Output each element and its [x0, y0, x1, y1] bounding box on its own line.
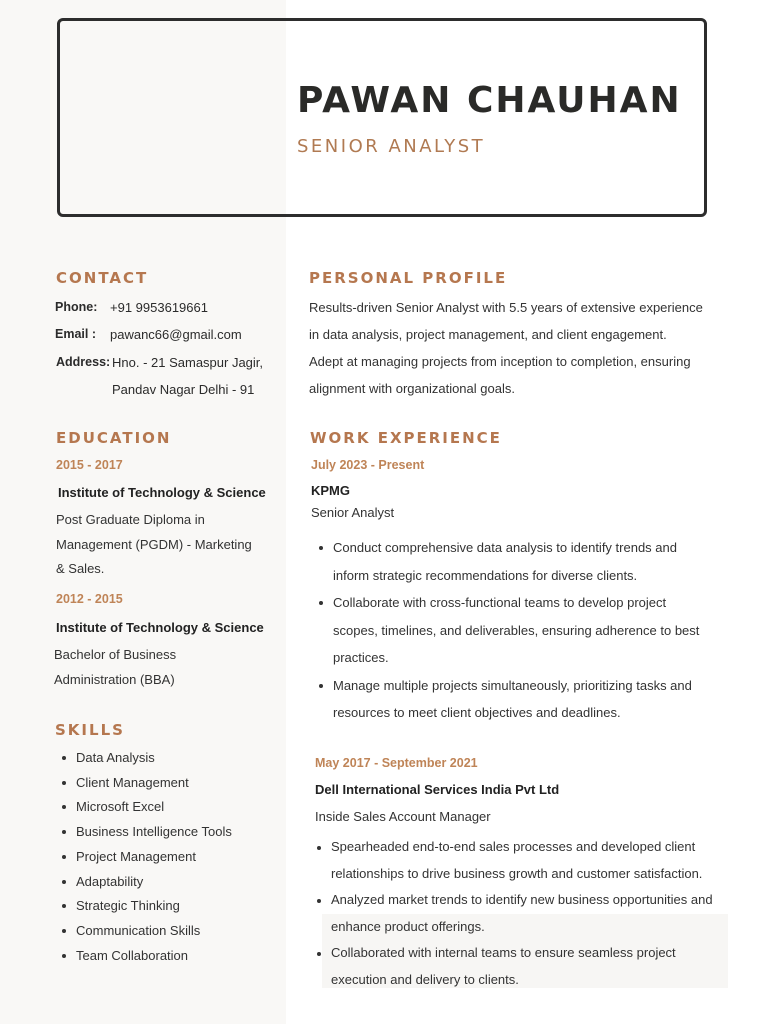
profile-text	[309, 294, 719, 402]
job-bullet	[311, 534, 731, 589]
job-bullet	[309, 834, 729, 887]
profile-line: Results-driven Senior Analyst with 5.5 years of extensive experience	[309, 300, 703, 315]
address-line: Pandav Nagar Delhi - 91	[112, 382, 255, 397]
bullet-line: enhance product offerings.	[331, 918, 485, 934]
job-bullet	[311, 672, 731, 727]
education-heading: EDUCATION	[56, 429, 172, 447]
job-dates: May 2017 - September 2021	[315, 756, 478, 770]
bullet-line: Collaborated with internal teams to ensure seamless project	[331, 945, 676, 960]
skill-item: Client Management	[54, 771, 232, 796]
education-institution: Institute of Technology & Science	[58, 485, 266, 500]
bullet-line: scopes, timelines, and deliverables, ensuring adherence to best	[333, 622, 700, 638]
job-company: Dell International Services India Pvt Ltd	[315, 782, 560, 797]
contact-heading: CONTACT	[56, 269, 149, 287]
skill-item: Project Management	[54, 845, 232, 870]
experience-heading: WORK EXPERIENCE	[310, 429, 502, 447]
skill-item: Strategic Thinking	[54, 894, 232, 919]
education-degree	[54, 643, 176, 692]
job-bullets	[309, 834, 729, 993]
address-label: Address:	[56, 355, 111, 369]
education-degree	[56, 508, 252, 582]
email-label: Email :	[55, 327, 96, 341]
degree-line: Management (PGDM) - Marketing	[56, 536, 252, 552]
bullet-line: Analyzed market trends to identify new business opportunities and	[331, 892, 713, 907]
email-value: pawanc66@gmail.com	[110, 327, 242, 342]
address-line: Hno. - 21 Samaspur Jagir,	[112, 355, 264, 370]
skill-item: Adaptability	[54, 870, 232, 895]
job-role: Inside Sales Account Manager	[315, 809, 491, 824]
bullet-line: relationships to drive business growth and customer satisfaction.	[331, 865, 703, 881]
skills-heading: SKILLS	[55, 721, 125, 739]
bullet-line: Conduct comprehensive data analysis to identify trends and	[333, 540, 677, 555]
profile-line: in data analysis, project management, and client engagement.	[309, 327, 667, 342]
education-dates: 2012 - 2015	[56, 592, 123, 606]
profile-line: Adept at managing projects from inception to completion, ensuring	[309, 354, 691, 369]
profile-heading: PERSONAL PROFILE	[309, 269, 508, 287]
skill-item: Data Analysis	[54, 746, 232, 771]
job-bullet	[311, 589, 731, 672]
candidate-title: SENIOR ANALYST	[297, 136, 486, 157]
skills-list	[54, 746, 232, 968]
bullet-line: Collaborate with cross-functional teams to develop project	[333, 595, 667, 610]
phone-value: +91 9953619661	[110, 300, 208, 315]
bullet-line: Spearheaded end-to-end sales processes and developed client	[331, 839, 696, 854]
phone-label: Phone:	[55, 300, 98, 314]
job-bullet	[309, 940, 729, 993]
job-bullets	[311, 534, 731, 727]
bullet-line: resources to meet client objectives and deadlines.	[333, 705, 621, 720]
job-role: Senior Analyst	[311, 505, 395, 520]
degree-line: Post Graduate Diploma in	[56, 512, 205, 527]
job-dates: July 2023 - Present	[311, 458, 425, 472]
skill-item: Microsoft Excel	[54, 795, 232, 820]
skill-item: Communication Skills	[54, 919, 232, 944]
profile-line: alignment with organizational goals.	[309, 381, 515, 396]
candidate-name: PAWAN CHAUHAN	[297, 80, 682, 121]
degree-line: Bachelor of Business	[54, 647, 177, 662]
bullet-line: execution and delivery to clients.	[331, 971, 519, 987]
bullet-line: inform strategic recommendations for diverse clients.	[333, 567, 638, 583]
bullet-line: practices.	[333, 650, 389, 665]
education-institution: Institute of Technology & Science	[56, 620, 264, 635]
education-dates: 2015 - 2017	[56, 458, 123, 472]
degree-line: & Sales.	[56, 561, 105, 576]
degree-line: Administration (BBA)	[54, 671, 175, 687]
bullet-line: Manage multiple projects simultaneously, prioritizing tasks and	[333, 677, 692, 693]
job-company: KPMG	[311, 483, 350, 498]
skill-item: Business Intelligence Tools	[54, 820, 232, 845]
job-bullet	[309, 887, 729, 940]
skill-item: Team Collaboration	[54, 944, 232, 969]
